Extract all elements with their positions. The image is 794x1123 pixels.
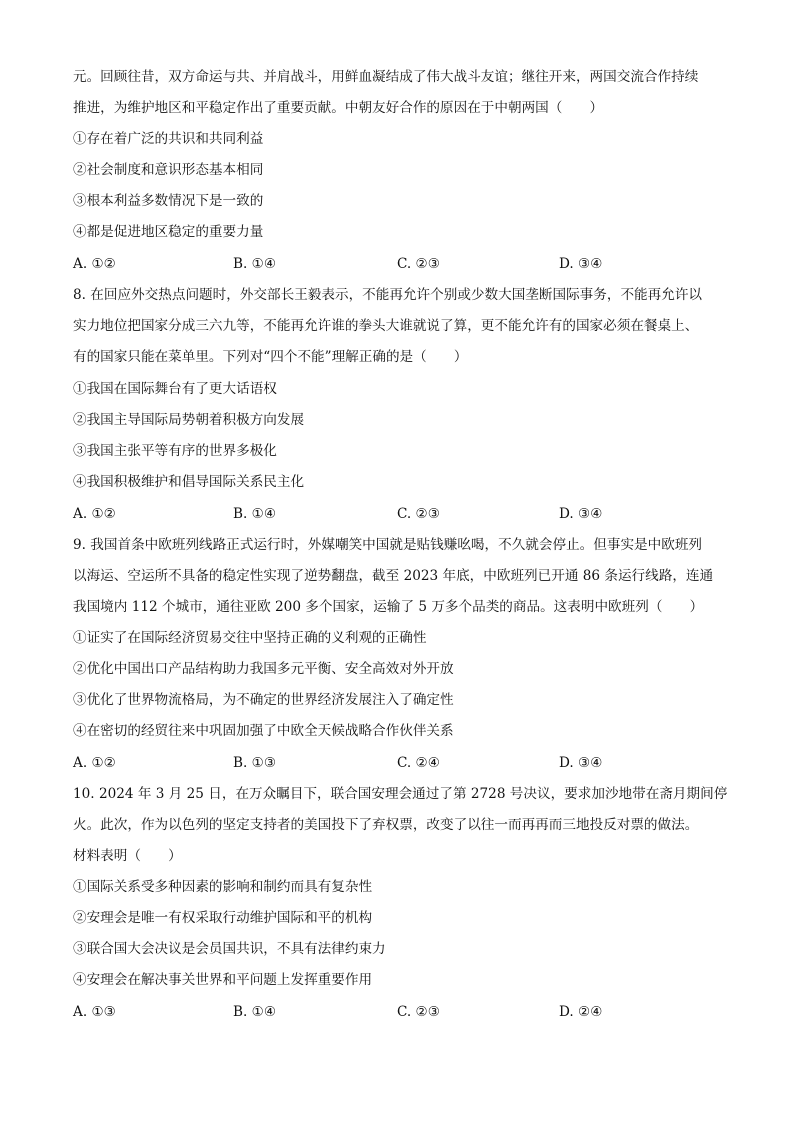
q8-stem-line-3: 有的国家只能在菜单里。下列对“四个不能”理解正确的是（ ） — [73, 349, 468, 365]
q7-item-2: ②社会制度和意识形态基本相同 — [73, 162, 264, 178]
q8-option-d: D. ③④ — [559, 506, 603, 522]
q7-option-d: D. ③④ — [559, 256, 603, 272]
q10-item-1: ①国际关系受多种因素的影响和制约而具有复杂性 — [73, 879, 373, 895]
q7-item-3: ③根本利益多数情况下是一致的 — [73, 193, 264, 209]
q8-stem-line-2: 实力地位把国家分成三六九等，不能再允许谁的拳头大谁就说了算，更不能允许有的国家必须在餐桌上、 — [73, 318, 699, 334]
q8-option-b: B. ①④ — [233, 506, 277, 522]
q8-item-1: ①我国在国际舞台有了更大话语权 — [73, 381, 277, 397]
q8-options — [73, 505, 733, 523]
q7-item-1: ①存在着广泛的共识和共同利益 — [73, 131, 264, 147]
q10-stem-line-2: 火。此次，作为以色列的坚定支持者的美国投下了弃权票，改变了以往一而再再而三地投反对票的做法。 — [73, 817, 699, 833]
q10-stem-line-1: 10. 2024 年 3 月 25 日，在万众瞩目下，联合国安理会通过了第 2728 号决议，要求加沙地带在斋月期间停 — [73, 786, 728, 802]
q7-option-a: A. ①② — [73, 256, 116, 272]
q8-option-c: C. ②③ — [397, 506, 440, 522]
q9-item-1: ①证实了在国际经济贸易交往中坚持正确的义利观的正确性 — [73, 630, 427, 646]
q9-stem-line-1: 9. 我国首条中欧班列线路正式运行时，外媒嘲笑中国就是贴钱赚吆喝，不久就会停止。但事实是中欧班列 — [73, 537, 703, 553]
q9-option-c: C. ②④ — [397, 755, 440, 771]
q10-item-3: ③联合国大会决议是会员国共识，不具有法律约束力 — [73, 941, 386, 957]
q7-item-4: ④都是促进地区稳定的重要力量 — [73, 224, 264, 240]
q9-option-d: D. ③④ — [559, 755, 603, 771]
q8-option-a: A. ①② — [73, 506, 116, 522]
q8-item-4: ④我国积极维护和倡导国际关系民主化 — [73, 474, 305, 490]
q9-option-b: B. ①③ — [233, 755, 277, 771]
q7-stem-line-1: 元。回顾往昔，双方命运与共、并肩战斗，用鲜血凝结成了伟大战斗友谊；继往开来，两国交流合作持续 — [73, 69, 699, 85]
q8-stem-line-1: 8. 在回应外交热点问题时，外交部长王毅表示，不能再允许个别或少数大国垄断国际事务，不能再允许以 — [73, 287, 703, 303]
q10-stem-line-3: 材料表明（ ） — [73, 848, 182, 864]
q8-item-2: ②我国主导国际局势朝着积极方向发展 — [73, 412, 305, 428]
q10-option-a: A. ①③ — [73, 1004, 116, 1020]
q10-options — [73, 1003, 733, 1021]
q8-item-3: ③我国主张平等有序的世界多极化 — [73, 443, 277, 459]
q9-options — [73, 754, 733, 772]
q7-option-c: C. ②③ — [397, 256, 440, 272]
q10-item-4: ④安理会在解决事关世界和平问题上发挥重要作用 — [73, 972, 373, 988]
q9-option-a: A. ①② — [73, 755, 116, 771]
q7-option-b: B. ①④ — [233, 256, 277, 272]
q9-item-2: ②优化中国出口产品结构助力我国多元平衡、安全高效对外开放 — [73, 661, 454, 677]
q10-option-b: B. ①④ — [233, 1004, 277, 1020]
q10-item-2: ②安理会是唯一有权采取行动维护国际和平的机构 — [73, 910, 373, 926]
q10-option-d: D. ②④ — [559, 1004, 603, 1020]
q7-options — [73, 255, 733, 273]
q9-item-4: ④在密切的经贸往来中巩固加强了中欧全天候战略合作伙伴关系 — [73, 723, 454, 739]
q9-stem-line-3: 我国境内 112 个城市，通往亚欧 200 多个国家，运输了 5 万多个品类的商品。这表明中欧班列（ ） — [73, 599, 704, 615]
q7-stem-line-2: 推进，为维护地区和平稳定作出了重要贡献。中朝友好合作的原因在于中朝两国（ ） — [73, 100, 604, 116]
q9-item-3: ③优化了世界物流格局，为不确定的世界经济发展注入了确定性 — [73, 692, 454, 708]
q10-option-c: C. ②③ — [397, 1004, 440, 1020]
q9-stem-line-2: 以海运、空运所不具备的稳定性实现了逆势翻盘，截至 2023 年底，中欧班列已开通 86 条运行线路，连通 — [73, 568, 714, 584]
